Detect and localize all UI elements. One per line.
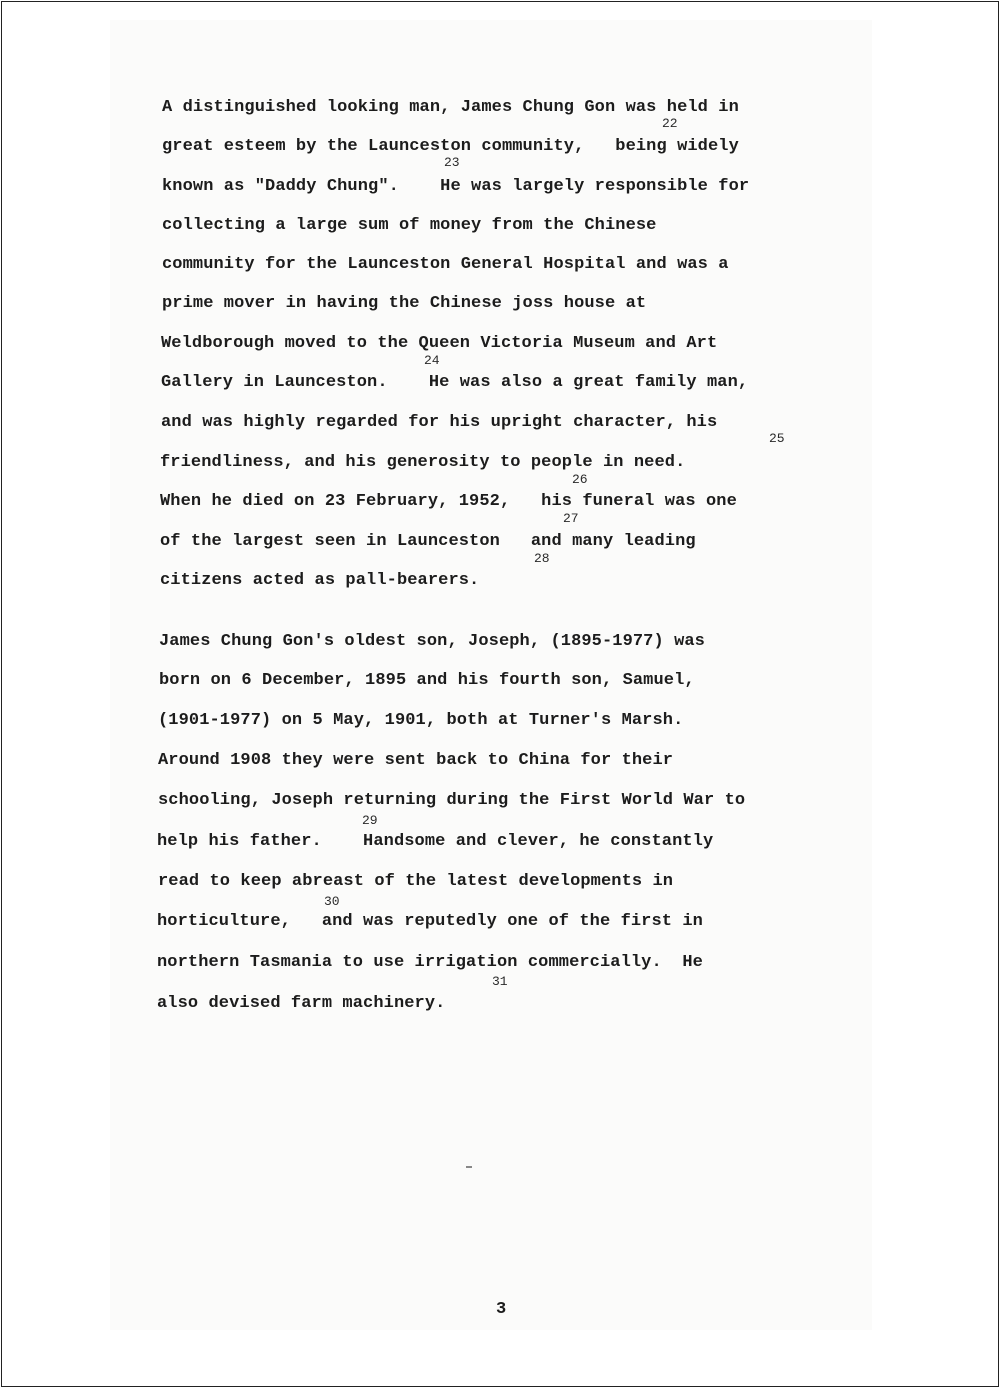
p1-line-9: and was highly regarded for his upright character, his [161,413,718,432]
p1-line-13: citizens acted as pall-bearers. [160,571,480,590]
footnote-ref-31: 31 [492,974,508,989]
footnote-ref-26: 26 [572,472,588,487]
scan-speck [466,1166,472,1168]
p2-line-5: schooling, Joseph returning during the First World War to [158,791,746,810]
p2-line-10: also devised farm machinery. [157,994,446,1013]
footnote-ref-29: 29 [362,813,378,828]
p2-line-8: horticulture, and was reputedly one of the first in [157,912,703,931]
p1-line-5: community for the Launceston General Hospital and was a [162,255,729,274]
p2-line-1: James Chung Gon's oldest son, Joseph, (1895-1977) was [159,632,705,651]
p2-line-7: read to keep abreast of the latest developments in [158,872,674,891]
p1-line-6: prime mover in having the Chinese joss house at [162,294,647,313]
footnote-ref-22: 22 [662,116,678,131]
p1-line-4: collecting a large sum of money from the Chinese [162,216,657,235]
footnote-ref-25: 25 [769,431,785,446]
p1-line-11: When he died on 23 February, 1952, his funeral was one [160,492,737,511]
footnote-ref-30: 30 [324,894,340,909]
p1-line-1: A distinguished looking man, James Chung Gon was held in [162,98,739,117]
p1-line-10: friendliness, and his generosity to people in need. [160,453,686,472]
p1-line-12: of the largest seen in Launceston and many leading [160,532,696,551]
footnote-ref-28: 28 [534,551,550,566]
p1-line-7: Weldborough moved to the Queen Victoria Museum and Art [161,334,718,353]
p1-line-2: great esteem by the Launceston community, being widely [162,137,739,156]
p1-line-8: Gallery in Launceston. He was also a great family man, [161,373,749,392]
p2-line-3: (1901-1977) on 5 May, 1901, both at Turner's Marsh. [158,711,684,730]
footnote-ref-24: 24 [424,353,440,368]
p2-line-6: help his father. Handsome and clever, he constantly [157,832,714,851]
footnote-ref-27: 27 [563,511,579,526]
page-number: 3 [496,1300,507,1319]
page-frame [1,1,999,1387]
p2-line-9: northern Tasmania to use irrigation commercially. He [157,953,703,972]
p2-line-4: Around 1908 they were sent back to China for their [158,751,674,770]
p2-line-2: born on 6 December, 1895 and his fourth son, Samuel, [159,671,695,690]
p1-line-3: known as "Daddy Chung". He was largely responsible for [162,177,750,196]
footnote-ref-23: 23 [444,155,460,170]
